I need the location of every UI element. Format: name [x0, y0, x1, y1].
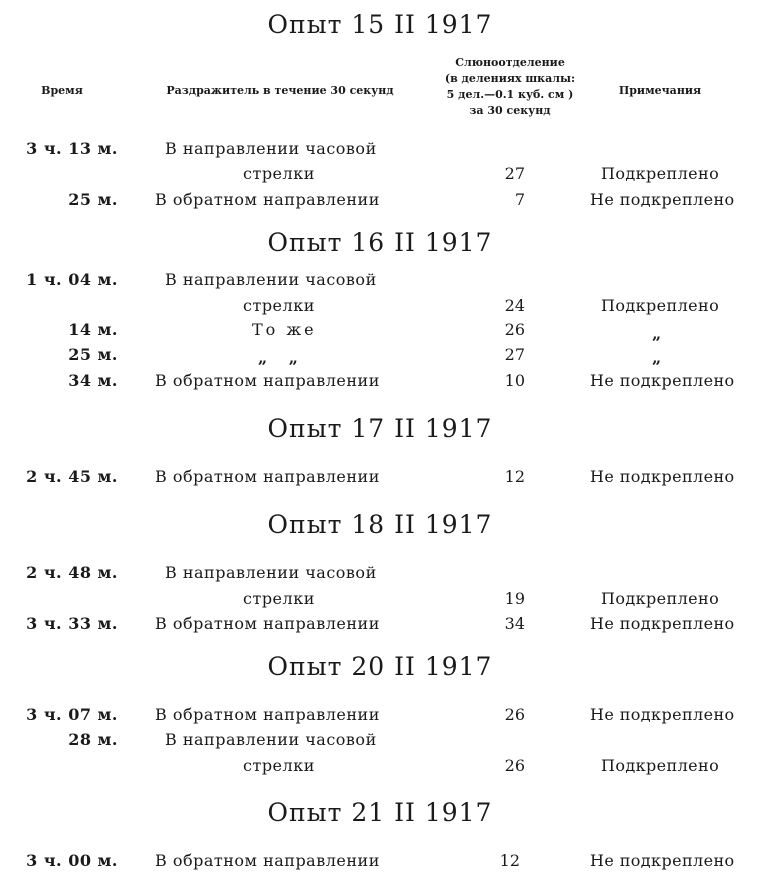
- note-cell: Подкреплено: [601, 164, 720, 183]
- column-header-saliva-line: 5 дел.—0.1 куб. см ): [446, 88, 574, 101]
- stimulus-cell: стрелки: [243, 164, 315, 183]
- stimulus-cell: В обратном направлении: [155, 851, 380, 870]
- ditto-mark: „: [652, 348, 662, 367]
- time-cell: 28 м.: [68, 730, 118, 749]
- time-cell: 1 ч. 04 м.: [26, 270, 118, 289]
- time-cell: 3 ч. 00 м.: [26, 851, 118, 870]
- experiment-title: Опыт 18 II 1917: [267, 510, 493, 539]
- stimulus-cell: В направлении часовой: [165, 563, 377, 582]
- saliva-value: 26: [504, 756, 525, 775]
- time-cell: 2 ч. 48 м.: [26, 563, 118, 582]
- stimulus-cell: В направлении часовой: [165, 730, 377, 749]
- column-header-saliva-line: (в делениях шкалы:: [444, 72, 576, 85]
- stimulus-cell: стрелки: [243, 296, 315, 315]
- saliva-value: 12: [499, 851, 520, 870]
- stimulus-cell: В направлении часовой: [165, 139, 377, 158]
- time-cell: 3 ч. 13 м.: [26, 139, 118, 158]
- stimulus-cell: В направлении часовой: [165, 270, 377, 289]
- note-cell: Подкреплено: [601, 296, 720, 315]
- stimulus-cell: В обратном направлении: [155, 371, 380, 390]
- time-cell: 14 м.: [68, 320, 118, 339]
- stimulus-cell: В обратном направлении: [155, 705, 380, 724]
- note-cell: Подкреплено: [601, 589, 720, 608]
- stimulus-cell: В обратном направлении: [155, 467, 380, 486]
- time-cell: 3 ч. 07 м.: [26, 705, 118, 724]
- note-cell: Не подкреплено: [590, 851, 735, 870]
- experiment-title: Опыт 17 II 1917: [267, 414, 493, 443]
- ditto-mark: „ „: [258, 348, 298, 367]
- saliva-value: 27: [504, 345, 525, 364]
- column-header-time: Время: [41, 84, 83, 97]
- note-cell: Подкреплено: [601, 756, 720, 775]
- note-cell: Не подкреплено: [590, 371, 735, 390]
- time-cell: 34 м.: [68, 371, 118, 390]
- experiment-title: Опыт 21 II 1917: [267, 798, 493, 827]
- saliva-value: 26: [504, 705, 525, 724]
- note-cell: Не подкреплено: [590, 614, 735, 633]
- saliva-value: 24: [504, 296, 525, 315]
- saliva-value: 34: [504, 614, 525, 633]
- column-header-saliva-line: Слюноотделение: [455, 56, 565, 69]
- stimulus-cell: стрелки: [243, 756, 315, 775]
- stimulus-cell: То же: [252, 320, 317, 339]
- experiment-title: Опыт 16 II 1917: [267, 228, 493, 257]
- time-cell: 3 ч. 33 м.: [26, 614, 118, 633]
- time-cell: 25 м.: [68, 345, 118, 364]
- saliva-value: 7: [514, 190, 525, 209]
- experiment-title: Опыт 15 II 1917: [267, 10, 493, 39]
- saliva-value: 26: [504, 320, 525, 339]
- column-header-stimulus: Раздражитель в течение 30 секунд: [166, 84, 394, 97]
- stimulus-cell: стрелки: [243, 589, 315, 608]
- column-header-saliva: [425, 55, 595, 119]
- note-cell: Не подкреплено: [590, 190, 735, 209]
- saliva-value: 19: [504, 589, 525, 608]
- time-cell: 2 ч. 45 м.: [26, 467, 118, 486]
- saliva-value: 10: [504, 371, 525, 390]
- experiment-title: Опыт 20 II 1917: [267, 652, 493, 681]
- column-header-saliva-line: за 30 секунд: [469, 104, 551, 117]
- column-header-notes: Примечания: [618, 84, 702, 97]
- stimulus-cell: В обратном направлении: [155, 614, 380, 633]
- ditto-mark: „: [652, 324, 662, 343]
- note-cell: Не подкреплено: [590, 705, 735, 724]
- time-cell: 25 м.: [68, 190, 118, 209]
- saliva-value: 12: [504, 467, 525, 486]
- stimulus-cell: В обратном направлении: [155, 190, 380, 209]
- saliva-value: 27: [504, 164, 525, 183]
- note-cell: Не подкреплено: [590, 467, 735, 486]
